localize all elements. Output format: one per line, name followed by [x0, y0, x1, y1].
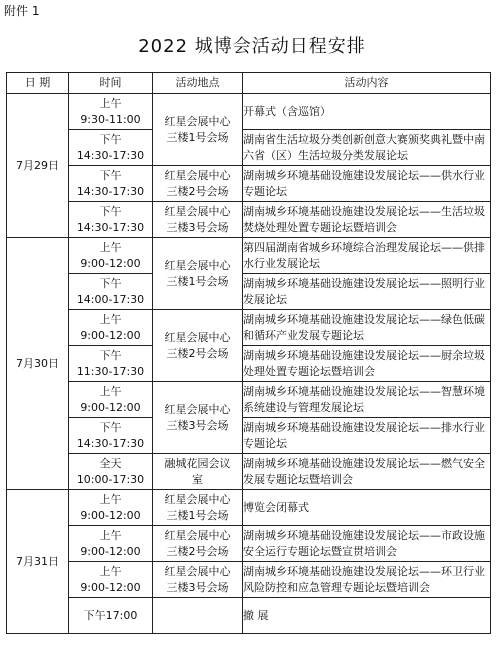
- time-line: 下午: [99, 204, 122, 218]
- time-line: 14:30-17:30: [76, 220, 145, 234]
- time-line: 9:00-12:00: [80, 508, 141, 522]
- time-line: 14:30-17:30: [76, 184, 145, 198]
- venue-cell: [153, 202, 243, 238]
- venue-cell: [153, 526, 243, 562]
- time-cell: [69, 130, 153, 166]
- time-line: 9:30-11:00: [80, 112, 141, 126]
- table-row: [7, 310, 491, 346]
- time-line: 上午: [99, 528, 122, 542]
- time-line: 10:00-17:30: [76, 472, 145, 486]
- time-line: 下午: [99, 348, 122, 362]
- page-title: 2022 城博会活动日程安排: [138, 36, 366, 57]
- time-cell: [69, 166, 153, 202]
- table-row: [7, 238, 491, 274]
- header-date: 日 期: [7, 73, 69, 94]
- content-cell: 湖南城乡环境基础设施建设发展论坛——生活垃圾焚烧处理处置专题论坛暨培训会: [243, 202, 491, 238]
- venue-line: 三楼1号会场: [166, 130, 229, 144]
- venue-line: 红星会展中心: [164, 564, 231, 578]
- table-row: [7, 418, 491, 454]
- time-line: 9:00-12:00: [80, 328, 141, 342]
- time-cell: [69, 382, 153, 418]
- content-cell: 湖南城乡环境基础设施建设发展论坛——供水行业专题论坛: [243, 166, 491, 202]
- venue-cell: [153, 562, 243, 598]
- header-content: 活动内容: [243, 73, 491, 94]
- content-cell: 湖南城乡环境基础设施建设发展论坛——市政设施安全运行专题论坛暨宣贯培训会: [243, 526, 491, 562]
- time-line: 11:30-17:30: [76, 364, 145, 378]
- content-cell: 湖南省生活垃圾分类创新创意大赛颁奖典礼暨中南六省（区）生活垃圾分类发展论坛: [243, 130, 491, 166]
- time-cell: [69, 418, 153, 454]
- table-row: [7, 202, 491, 238]
- time-line: 9:00-12:00: [80, 544, 141, 558]
- time-line: 上午: [99, 240, 122, 254]
- time-line: 9:00-12:00: [80, 580, 141, 594]
- time-line: 下午: [99, 420, 122, 434]
- content-cell: 湖南城乡环境基础设施建设发展论坛——环卫行业风险防控和应急管理专题论坛暨培训会: [243, 562, 491, 598]
- header-row: [7, 73, 491, 94]
- time-line: 下午17:00: [83, 608, 138, 622]
- content-cell: 湖南城乡环境基础设施建设发展论坛——厨余垃圾处理处置专题论坛暨培训会: [243, 346, 491, 382]
- time-cell: [69, 274, 153, 310]
- venue-line: 三楼1号会场: [166, 508, 229, 522]
- venue-line: 室: [192, 472, 203, 486]
- content-cell: 湖南城乡环境基础设施建设发展论坛——照明行业发展论坛: [243, 274, 491, 310]
- schedule-body: [7, 94, 491, 634]
- time-line: 14:30-17:30: [76, 148, 145, 162]
- venue-line: 红星会展中心: [164, 114, 231, 128]
- time-line: 上午: [99, 96, 122, 110]
- venue-line: 红星会展中心: [164, 258, 231, 272]
- table-row: [7, 274, 491, 310]
- content-cell: 湖南城乡环境基础设施建设发展论坛——绿色低碳和循环产业发展专题论坛: [243, 310, 491, 346]
- time-line: 14:00-17:30: [76, 292, 145, 306]
- table-row: [7, 490, 491, 526]
- venue-line: 红星会展中心: [164, 168, 231, 182]
- time-line: 下午: [99, 132, 122, 146]
- table-row: [7, 454, 491, 490]
- time-line: 9:00-12:00: [80, 256, 141, 270]
- time-line: 全天: [99, 456, 122, 470]
- time-cell: [69, 238, 153, 274]
- time-line: 上午: [99, 384, 122, 398]
- venue-line: 三楼3号会场: [166, 580, 229, 594]
- venue-cell: [153, 382, 243, 454]
- table-row: [7, 94, 491, 130]
- venue-line: 融城花园会议: [164, 456, 231, 470]
- venue-line: 三楼1号会场: [166, 274, 229, 288]
- time-line: 下午: [99, 276, 122, 290]
- table-row: [7, 382, 491, 418]
- time-line: 上午: [99, 492, 122, 506]
- venue-line: 红星会展中心: [164, 492, 231, 506]
- venue-cell: [153, 490, 243, 526]
- time-line: 14:30-17:30: [76, 436, 145, 450]
- venue-line: 三楼3号会场: [166, 220, 229, 234]
- content-cell: 撤 展: [243, 598, 491, 634]
- content-cell: 博览会闭幕式: [243, 490, 491, 526]
- content-cell: 开幕式（含巡馆）: [243, 94, 491, 130]
- time-line: 9:00-12:00: [80, 400, 141, 414]
- time-line: 上午: [99, 564, 122, 578]
- venue-line: 三楼2号会场: [166, 544, 229, 558]
- date-cell: 7月31日: [7, 490, 69, 634]
- table-row: [7, 526, 491, 562]
- table-row: [7, 562, 491, 598]
- time-cell: [69, 310, 153, 346]
- venue-cell: [153, 94, 243, 166]
- attachment-label: 附件 1: [4, 4, 40, 18]
- content-cell: 湖南城乡环境基础设施建设发展论坛——智慧环境系统建设与管理发展论坛: [243, 382, 491, 418]
- time-cell: [69, 94, 153, 130]
- venue-cell: [153, 238, 243, 310]
- time-line: 上午: [99, 312, 122, 326]
- content-cell: 湖南城乡环境基础设施建设发展论坛——排水行业专题论坛: [243, 418, 491, 454]
- time-cell: [69, 598, 153, 634]
- venue-line: 红星会展中心: [164, 330, 231, 344]
- time-cell: [69, 346, 153, 382]
- time-cell: [69, 454, 153, 490]
- time-cell: [69, 562, 153, 598]
- time-cell: [69, 202, 153, 238]
- venue-line: 三楼2号会场: [166, 184, 229, 198]
- venue-cell: [153, 166, 243, 202]
- schedule-table: [6, 72, 491, 634]
- table-row: [7, 598, 491, 634]
- time-line: 下午: [99, 168, 122, 182]
- date-cell: 7月30日: [7, 238, 69, 490]
- venue-cell: [153, 310, 243, 382]
- venue-line: 红星会展中心: [164, 528, 231, 542]
- table-row: [7, 346, 491, 382]
- header-time: 时间: [69, 73, 153, 94]
- header-venue: 活动地点: [153, 73, 243, 94]
- venue-cell: [153, 598, 243, 634]
- table-row: [7, 130, 491, 166]
- time-cell: [69, 490, 153, 526]
- content-cell: 第四届湖南省城乡环境综合治理发展论坛——供排水行业发展论坛: [243, 238, 491, 274]
- venue-cell: [153, 454, 243, 490]
- time-cell: [69, 526, 153, 562]
- venue-line: 红星会展中心: [164, 402, 231, 416]
- venue-line: 红星会展中心: [164, 204, 231, 218]
- venue-line: 三楼3号会场: [166, 418, 229, 432]
- date-cell: 7月29日: [7, 94, 69, 238]
- table-row: [7, 166, 491, 202]
- venue-line: 三楼2号会场: [166, 346, 229, 360]
- content-cell: 湖南城乡环境基础设施建设发展论坛——燃气安全发展专题论坛暨培训会: [243, 454, 491, 490]
